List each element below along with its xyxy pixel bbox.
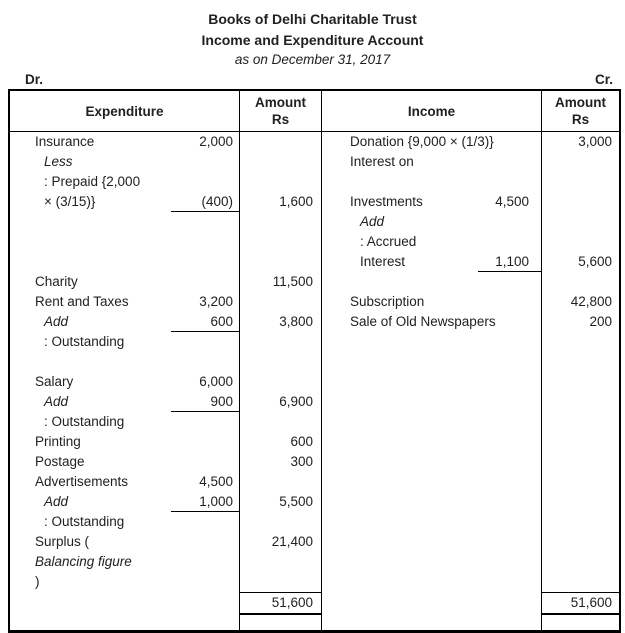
row-label-part: Donation {9,000 × (1/3)} [350, 134, 494, 149]
row-label-part: Subscription [350, 294, 425, 309]
amount-cell [240, 372, 322, 392]
amount-cell: 42,800 [570, 294, 612, 309]
row-label-italic-part: Less [44, 154, 73, 169]
inner-amount: 3,200 [199, 294, 233, 309]
inner-amount: 6,000 [199, 374, 233, 389]
particulars-cell [322, 192, 542, 212]
particulars-cell [10, 432, 240, 452]
amount-cell: 5,600 [578, 254, 612, 269]
inner-amount: 4,500 [199, 474, 233, 489]
amount-cell [542, 432, 619, 452]
amount-cell [542, 352, 619, 372]
header-amount-right [542, 91, 619, 131]
header-expenditure [10, 91, 240, 131]
particulars-cell [10, 312, 240, 352]
amount-cell [542, 372, 619, 392]
row-label [10, 272, 239, 292]
row-label [322, 212, 541, 252]
row-label-part: : Outstanding [44, 414, 125, 429]
amount-cell: 51,600 [542, 592, 619, 615]
amount-cell: 3,800 [240, 312, 322, 352]
particulars-cell [322, 452, 542, 472]
row-label-italic-part: Add [44, 394, 69, 409]
row-label [10, 292, 171, 312]
row-label-part: Sale of Old Newspapers [350, 314, 496, 329]
particulars-cell [10, 252, 240, 272]
table-body [10, 132, 619, 630]
table-row [10, 472, 619, 492]
row-label-italic-part: Add [360, 214, 385, 229]
row-label [10, 452, 239, 472]
table-row [10, 292, 619, 312]
header-amount-left [240, 91, 322, 131]
table-row [10, 432, 619, 452]
row-label [10, 432, 239, 452]
table-row [10, 392, 619, 432]
row-label [10, 372, 171, 392]
particulars-cell [10, 192, 240, 212]
cr-label: Cr. [594, 72, 613, 87]
amount-cell: 51,600 [240, 592, 322, 615]
amount-cell [240, 352, 322, 372]
amount-cell [542, 392, 619, 432]
row-label-part: ) [35, 574, 40, 589]
row-label [10, 312, 171, 352]
row-label-part: Interest on [350, 154, 414, 169]
row-label-part: Charity [35, 274, 78, 289]
amount-cell [542, 472, 619, 492]
table-row [10, 592, 619, 615]
particulars-cell [322, 212, 542, 252]
particulars-cell [10, 472, 240, 492]
amount-cell: 21,400 [240, 532, 322, 592]
row-label [322, 312, 541, 332]
particulars-cell [322, 432, 542, 452]
row-label [10, 152, 239, 192]
row-label [322, 152, 541, 172]
page-title: Books of Delhi Charitable Trust [208, 11, 417, 27]
amount-cell [542, 615, 619, 630]
row-label-part: : Outstanding [44, 514, 125, 529]
amount-cell [542, 272, 619, 292]
row-label-part: Surplus ( [35, 534, 90, 549]
amount-cell [542, 492, 619, 532]
amount-cell [542, 452, 619, 472]
row-label [10, 472, 171, 492]
amount-cell: 200 [589, 314, 612, 329]
row-label-part: Postage [35, 454, 85, 469]
header-expenditure-label: Expenditure [85, 103, 164, 119]
particulars-cell [10, 132, 240, 152]
inner-amount: 1,100 [478, 252, 541, 272]
amount-cell: 11,500 [240, 272, 322, 292]
row-label [322, 292, 541, 312]
particulars-cell [10, 272, 240, 292]
row-label-italic-part: Balancing figure [35, 554, 132, 569]
row-label [10, 132, 171, 152]
header-amount-right-label: Amount [555, 95, 606, 110]
row-label-part: Advertisements [35, 474, 129, 489]
particulars-cell [322, 372, 542, 392]
particulars-cell [10, 152, 240, 192]
table-header-row [10, 91, 619, 132]
table-row [10, 352, 619, 372]
particulars-cell [322, 615, 542, 630]
particulars-cell [10, 452, 240, 472]
table-row [10, 212, 619, 252]
particulars-cell [322, 592, 542, 615]
particulars-cell [10, 492, 240, 532]
row-label [10, 532, 239, 592]
amount-cell [542, 192, 619, 212]
particulars-cell [10, 592, 240, 615]
table-row [10, 152, 619, 192]
particulars-cell [322, 292, 542, 312]
particulars-cell [322, 132, 542, 152]
amount-cell [240, 472, 322, 492]
particulars-cell [322, 272, 542, 292]
table-row [10, 532, 619, 592]
table-row [10, 272, 619, 292]
amount-cell: 300 [240, 452, 322, 472]
row-label-part: Investments [350, 194, 423, 209]
inner-amount: 600 [171, 312, 239, 332]
particulars-cell [322, 492, 542, 532]
header-income-label: Income [407, 103, 456, 119]
row-label-italic-part: Add [44, 494, 69, 509]
row-label-part: Printing [35, 434, 81, 449]
inner-amount: 4,500 [495, 194, 529, 209]
row-label [10, 492, 171, 532]
row-label-part: × (3/15)} [44, 194, 96, 209]
amount-cell: 6,900 [240, 392, 322, 432]
row-label-part: Salary [35, 374, 74, 389]
amount-cell [240, 615, 322, 630]
header-rs-left-label: Rs [271, 112, 290, 127]
row-label [10, 392, 171, 432]
row-label-part: : Outstanding [44, 334, 125, 349]
table-row [10, 252, 619, 272]
header-rs-right-label: Rs [571, 112, 590, 127]
account-date: as on December 31, 2017 [234, 52, 391, 67]
row-label-part: : Accrued [360, 234, 417, 249]
inner-amount: 1,000 [171, 492, 239, 512]
particulars-cell [322, 312, 542, 352]
particulars-cell [322, 532, 542, 592]
amount-cell: 3,000 [578, 134, 612, 149]
row-label [322, 192, 478, 212]
particulars-cell [10, 532, 240, 592]
particulars-cell [10, 212, 240, 252]
amount-cell [240, 292, 322, 312]
amount-cell [240, 152, 322, 192]
table-row [10, 452, 619, 472]
particulars-cell [10, 615, 240, 630]
title-block [0, 0, 625, 70]
row-label-part: Insurance [35, 134, 95, 149]
row-label-part: Rent and Taxes [35, 294, 129, 309]
particulars-cell [10, 292, 240, 312]
account-title: Income and Expenditure Account [201, 32, 424, 48]
dr-label: Dr. [25, 72, 44, 87]
amount-cell [240, 252, 322, 272]
table-row [10, 615, 619, 630]
particulars-cell [10, 352, 240, 372]
amount-cell [542, 152, 619, 192]
header-amount-left-label: Amount [255, 95, 306, 110]
inner-amount: (400) [171, 192, 239, 212]
table-row [10, 492, 619, 532]
row-label-part: Interest [360, 254, 406, 269]
row-label [10, 192, 171, 212]
dr-cr-row [8, 70, 617, 89]
particulars-cell [322, 352, 542, 372]
amount-cell [542, 532, 619, 592]
particulars-cell [10, 392, 240, 432]
amount-cell [240, 212, 322, 252]
particulars-cell [322, 392, 542, 432]
table-row [10, 372, 619, 392]
particulars-cell [10, 372, 240, 392]
particulars-cell [322, 252, 542, 272]
row-label [322, 252, 478, 272]
particulars-cell [322, 152, 542, 192]
header-income [322, 91, 542, 131]
particulars-cell [322, 472, 542, 492]
table-row [10, 312, 619, 352]
amount-cell [542, 212, 619, 252]
row-label [322, 132, 541, 152]
account-table [8, 89, 621, 633]
amount-cell [240, 132, 322, 152]
amount-cell: 600 [240, 432, 322, 452]
inner-amount: 2,000 [199, 134, 233, 149]
row-label-italic-part: Add [44, 314, 69, 329]
amount-cell: 1,600 [240, 192, 322, 212]
inner-amount: 900 [171, 392, 239, 412]
table-row [10, 192, 619, 212]
amount-cell: 5,500 [240, 492, 322, 532]
table-row [10, 132, 619, 152]
row-label-part: : Prepaid {2,000 [44, 174, 141, 189]
